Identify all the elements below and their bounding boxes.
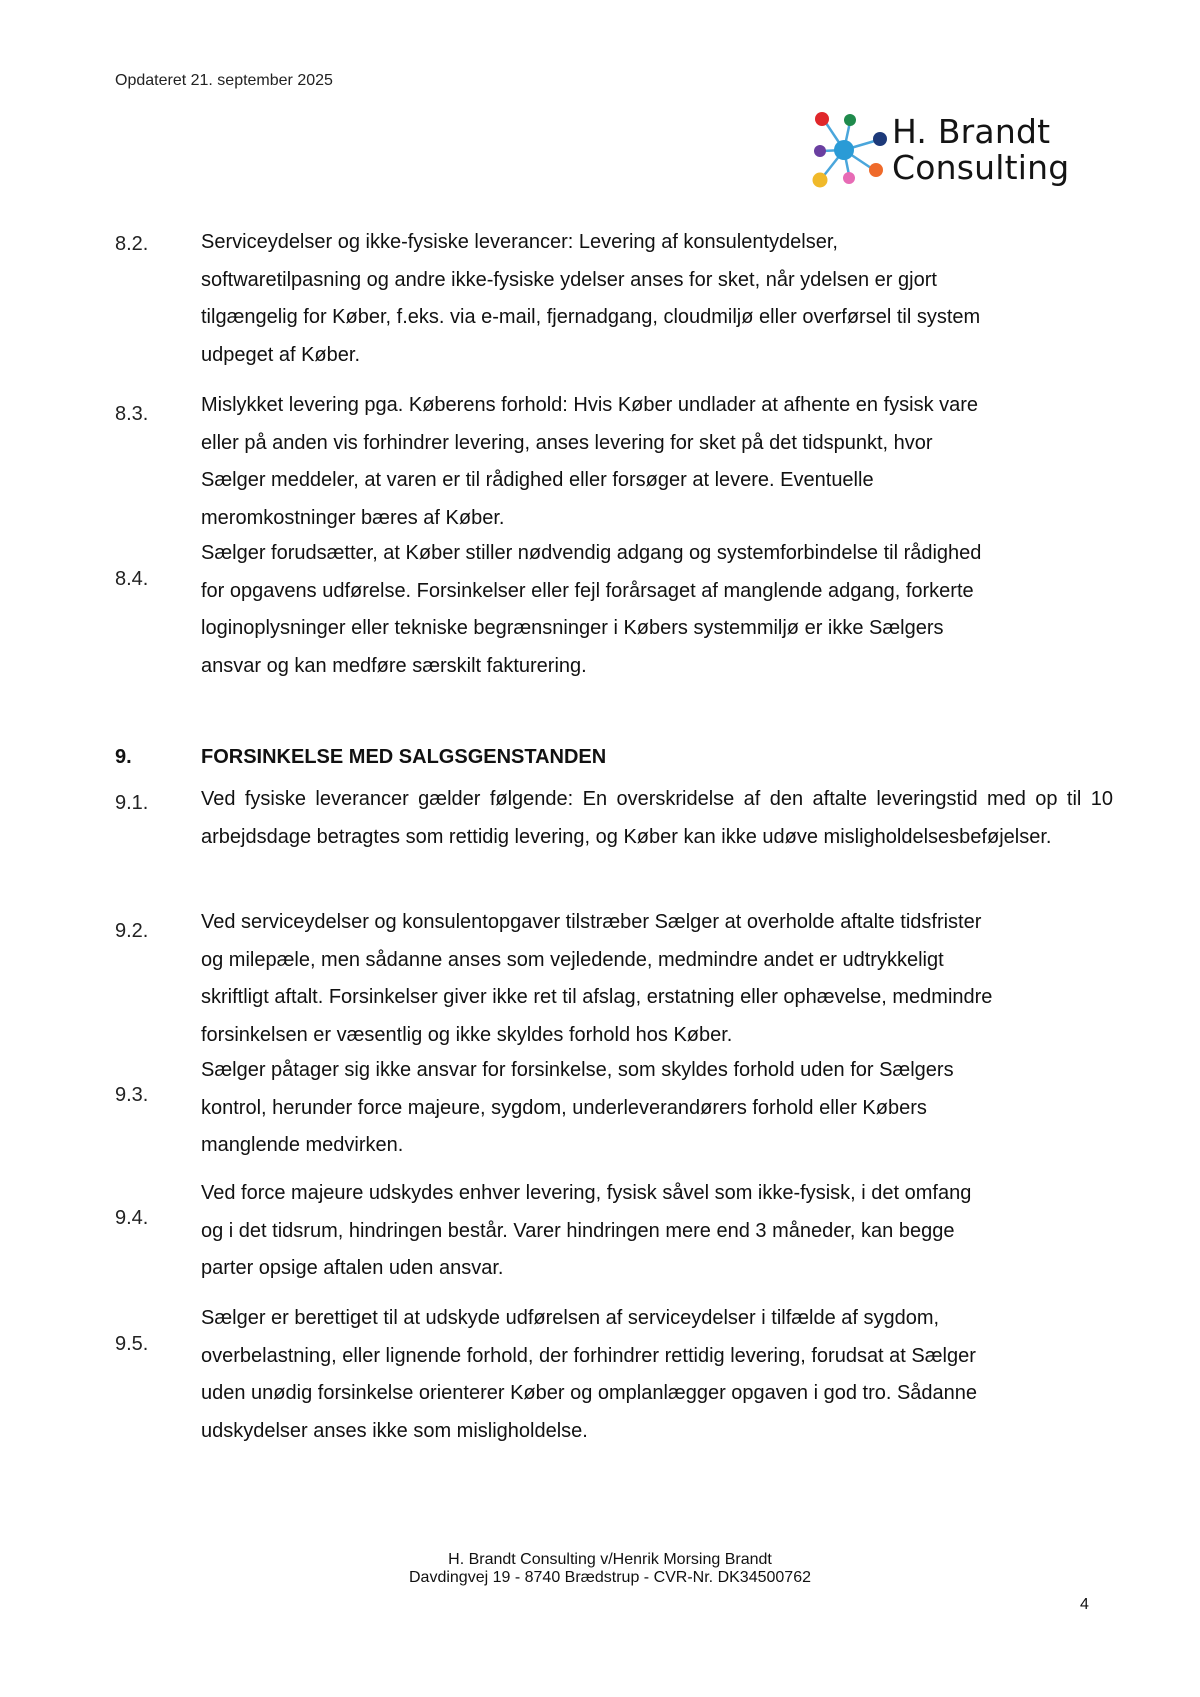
- logo-line-1: H. Brandt: [892, 112, 1051, 151]
- company-logo: [812, 108, 1102, 193]
- text-line: udpeget af Køber.: [201, 343, 361, 366]
- text-line: ansvar og kan medføre særskilt fakturering.: [201, 654, 587, 677]
- logo-node-green: [844, 114, 856, 126]
- clause-number: 9.4.: [115, 1207, 149, 1229]
- logo-wordmark: [892, 114, 1069, 186]
- section-title: FORSINKELSE MED SALGSGENSTANDEN: [201, 746, 607, 768]
- text-line: tilgængelig for Køber, f.eks. via e-mail, fjernadgang, cloudmiljø eller overførsel til system: [201, 306, 981, 328]
- clause-text: [201, 1052, 1111, 1165]
- text-line: parter opsige aftalen uden ansvar.: [201, 1257, 504, 1279]
- clause-text: [201, 387, 1111, 537]
- clause-number: 8.4.: [115, 568, 149, 590]
- text-line: Ved force majeure udskydes enhver levering, fysisk såvel som ikke-fysisk, i det omfang: [201, 1182, 972, 1204]
- text-line: Sælger påtager sig ikke ansvar for forsinkelse, som skyldes forhold uden for Sælgers: [201, 1059, 954, 1081]
- text-line: Mislykket levering pga. Køberens forhold: Hvis Køber undlader at afhente en fysisk vare: [201, 394, 979, 416]
- text-line: uden unødig forsinkelse orienterer Køber og omplanlægger opgaven i god tro. Sådanne: [201, 1382, 978, 1404]
- logo-node-purple: [814, 145, 826, 157]
- text-line: meromkostninger bæres af Køber.: [201, 506, 505, 529]
- clause-text: [201, 224, 1111, 374]
- text-line: Sælger er berettiget til at udskyde udførelsen af serviceydelser i tilfælde af sygdom,: [201, 1307, 940, 1329]
- logo-node-center: [834, 140, 854, 160]
- clause-number: 8.3.: [115, 403, 149, 425]
- text-line: og i det tidsrum, hindringen består. Varer hindringen mere end 3 måneder, kan begge: [201, 1219, 955, 1242]
- logo-node-red: [815, 112, 829, 126]
- clause-text: [201, 1300, 1111, 1450]
- text-line: kontrol, herunder force majeure, sygdom, underleverandørers forhold eller Købers: [201, 1096, 927, 1119]
- text-line: loginoplysninger eller tekniske begrænsninger i Købers systemmiljø er ikke Sælgers: [201, 617, 944, 639]
- text-line: Sælger meddeler, at varen er til rådighed eller forsøger at levere. Eventuelle: [201, 469, 874, 491]
- clause-number: 9.5.: [115, 1333, 149, 1355]
- text-line: Serviceydelser og ikke-fysiske leverancer: Levering af konsulentydelser,: [201, 231, 838, 253]
- clause-number: 9.2.: [115, 920, 149, 942]
- text-line: Sælger forudsætter, at Køber stiller nødvendig adgang og systemforbindelse til rådighed: [201, 542, 982, 564]
- footer-address: Davdingvej 19 - 8740 Brædstrup - CVR-Nr. DK34500762: [409, 1569, 811, 1586]
- page-footer: [0, 1551, 1200, 1587]
- logo-node-yellow: [813, 173, 828, 188]
- text-line: forsinkelsen er væsentlig og ikke skyldes forhold hos Køber.: [201, 1023, 733, 1046]
- logo-node-navy: [873, 132, 887, 146]
- clause-number: 9.1.: [115, 792, 149, 814]
- text-line: Ved serviceydelser og konsulentopgaver tilstræber Sælger at overholde aftalte tidsfrister: [201, 911, 982, 933]
- text-line: overbelastning, eller lignende forhold, der forhindrer rettidig levering, forudsat at Sælger: [201, 1344, 976, 1367]
- text-line: eller på anden vis forhindrer levering, anses levering for sket på det tidspunkt, hvor: [201, 431, 933, 454]
- footer-company: H. Brandt Consulting v/Henrik Morsing Brandt: [448, 1551, 772, 1568]
- section-number: 9.: [115, 746, 132, 768]
- updated-date: Opdateret 21. september 2025: [115, 72, 333, 89]
- clause-text: [201, 1175, 1111, 1288]
- text-line: for opgavens udførelse. Forsinkelser eller fejl forårsaget af manglende adgang, forkerte: [201, 579, 974, 602]
- clause-text: [201, 535, 1111, 685]
- text-line: udskydelser anses ikke som misligholdelse.: [201, 1419, 588, 1442]
- clause-number: 8.2.: [115, 233, 149, 255]
- text-line: softwaretilpasning og andre ikke-fysiske ydelser anses for sket, når ydelsen er gjort: [201, 268, 937, 291]
- text-line: og milepæle, men sådanne anses som vejledende, medmindre andet er udtrykkeligt: [201, 948, 944, 971]
- logo-node-pink: [843, 172, 855, 184]
- page-number: 4: [1080, 1596, 1089, 1613]
- network-logo-icon: [812, 108, 892, 193]
- text-line: manglende medvirken.: [201, 1134, 404, 1156]
- clause-number: 9.3.: [115, 1084, 149, 1106]
- clause-text: Ved fysiske leverancer gælder følgende: En overskridelse af den aftalte leveringstid med op til 10 arbejdsdage betragtes som rettidig levering, og Køber kan ikke udøve misligholdelsesbeføjelser.: [201, 788, 1113, 848]
- logo-node-orange: [869, 163, 883, 177]
- clause-text: [201, 904, 1111, 1054]
- logo-line-2: Consulting: [892, 148, 1070, 187]
- text-line: skriftligt aftalt. Forsinkelser giver ikke ret til afslag, erstatning eller ophævelse, medmindre: [201, 986, 993, 1008]
